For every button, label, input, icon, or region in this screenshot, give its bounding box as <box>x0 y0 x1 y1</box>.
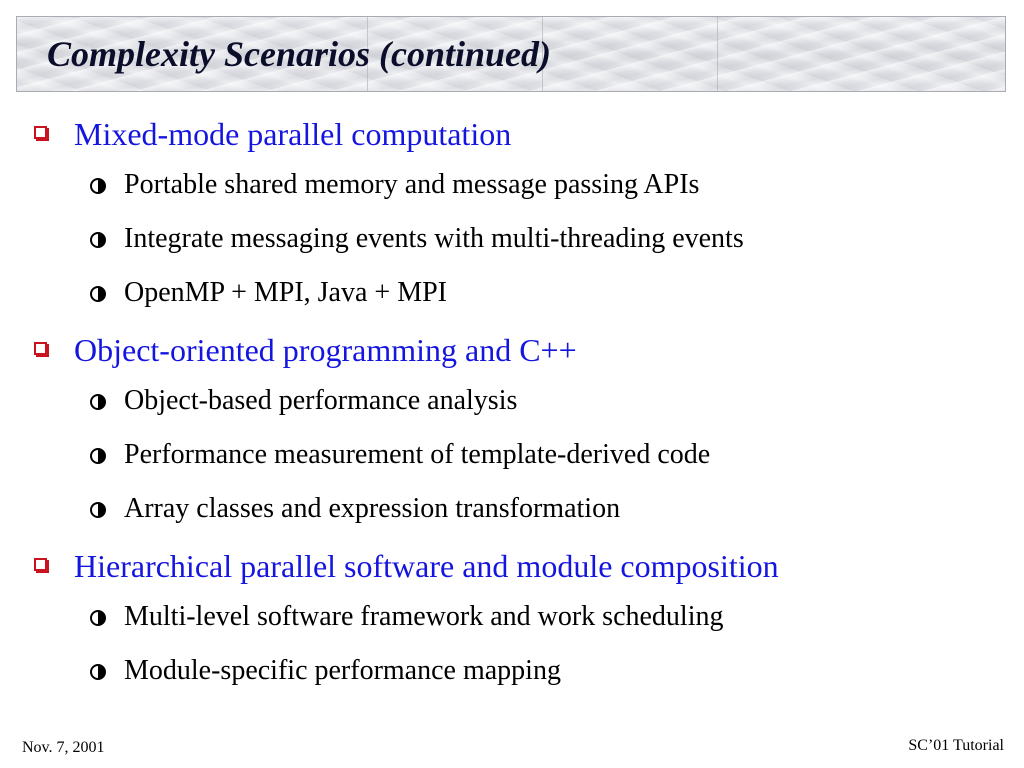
sub-bullet-item <box>0 600 1024 634</box>
title-band <box>16 16 1006 92</box>
sub-bullet-text: OpenMP + MPI, Java + MPI <box>124 277 447 308</box>
bullet-text: Object-oriented programming and C++ <box>74 332 577 368</box>
half-circle-bullet-icon <box>90 286 106 302</box>
bullet-list <box>0 114 1024 708</box>
sub-bullet-item <box>0 168 1024 202</box>
half-circle-bullet-icon <box>90 664 106 680</box>
sub-bullet-text: Object-based performance analysis <box>124 385 518 416</box>
bullet-item <box>0 114 1024 154</box>
half-circle-bullet-icon <box>90 178 106 194</box>
sub-bullet-item <box>0 438 1024 472</box>
bullet-text: Hierarchical parallel software and module composition <box>74 548 779 584</box>
sub-bullet-item <box>0 492 1024 526</box>
bullet-item <box>0 330 1024 370</box>
sub-bullet-text: Integrate messaging events with multi-threading events <box>124 223 744 254</box>
bullet-item <box>0 546 1024 586</box>
half-circle-bullet-icon <box>90 448 106 464</box>
sub-bullet-item <box>0 654 1024 688</box>
square-bullet-icon <box>34 558 47 571</box>
slide-title: Complexity Scenarios (continued) <box>47 34 551 74</box>
half-circle-bullet-icon <box>90 610 106 626</box>
sub-bullet-text: Portable shared memory and message passing APIs <box>124 169 700 200</box>
sub-bullet-text: Multi-level software framework and work scheduling <box>124 601 724 632</box>
footer-date: Nov. 7, 2001 <box>22 739 105 756</box>
footer-event: SC’01 Tutorial <box>908 737 1004 754</box>
sub-bullet-text: Array classes and expression transformation <box>124 493 621 524</box>
band-divider <box>717 17 718 91</box>
square-bullet-icon <box>34 342 47 355</box>
half-circle-bullet-icon <box>90 232 106 248</box>
sub-bullet-text: Module-specific performance mapping <box>124 655 561 686</box>
bullet-text: Mixed-mode parallel computation <box>74 116 512 152</box>
half-circle-bullet-icon <box>90 394 106 410</box>
half-circle-bullet-icon <box>90 502 106 518</box>
sub-bullet-item <box>0 384 1024 418</box>
sub-bullet-item <box>0 222 1024 256</box>
square-bullet-icon <box>34 126 47 139</box>
sub-bullet-item <box>0 276 1024 310</box>
sub-bullet-text: Performance measurement of template-derived code <box>124 439 711 470</box>
